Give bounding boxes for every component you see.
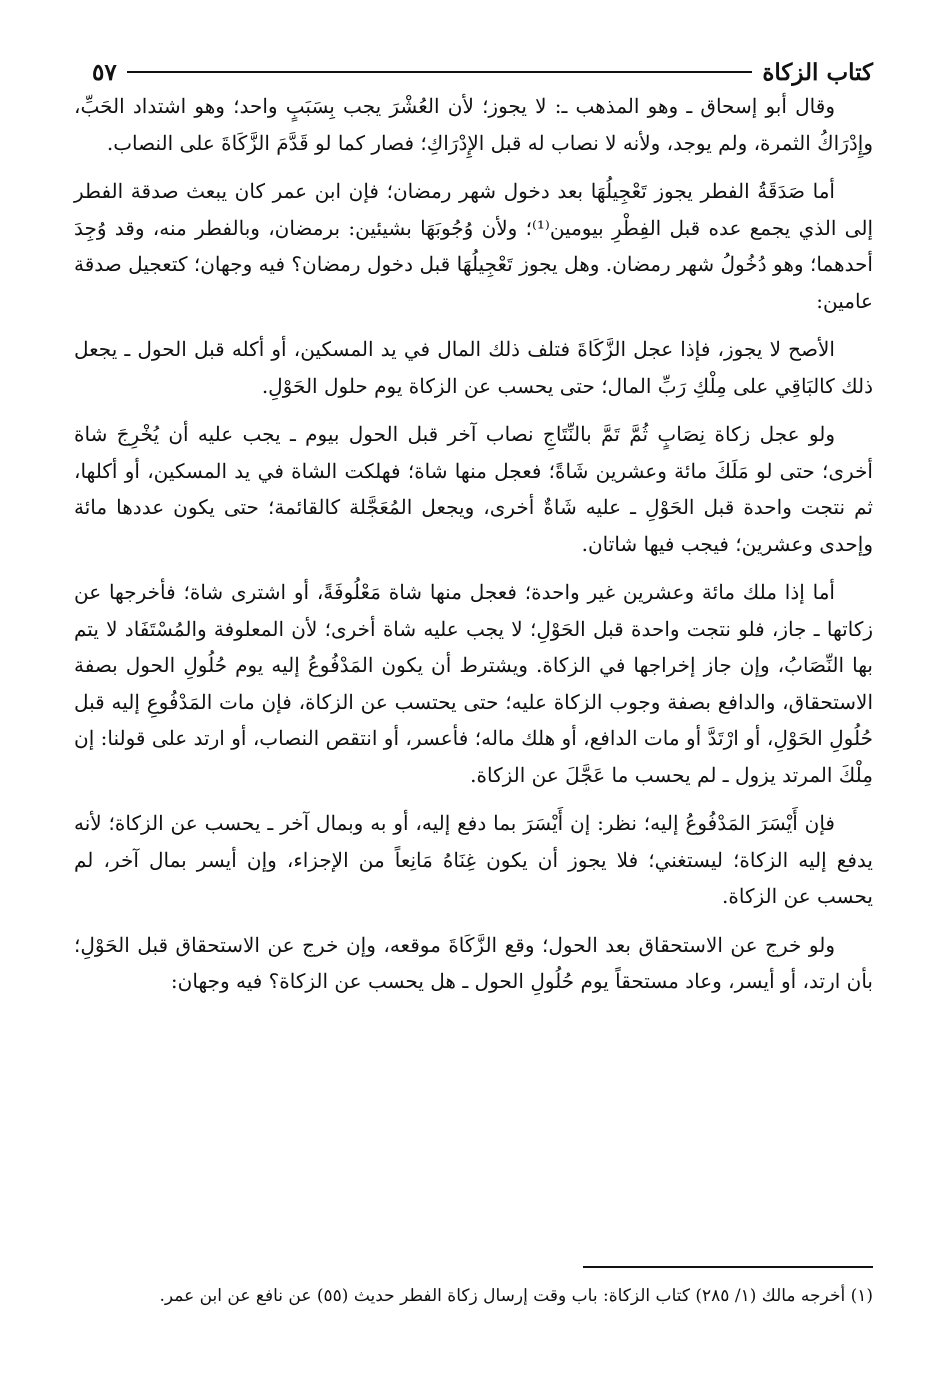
page-header <box>92 52 873 92</box>
footnote: (١) أخرجه مالك (١/ ٢٨٥) كتاب الزكاة: باب وقت إرسال زكاة الفطر حديث (٥٥) عن نافع عن ابن عمر. <box>159 1286 873 1306</box>
paragraph: وقال أبو إسحاق ـ وهو المذهب ـ: لا يجوز؛ لأن العُشْرَ يجب بِسَبَبٍ واحد؛ وهو اشتداد الحَبِّ، وإِدْرَاكُ الثمرة، ولم يوجد، ولأنه لا نصاب له قبل الإِدْرَاكِ؛ فصار كما لو قَدَّمَ الزَّكَاةَ على النصاب. <box>74 94 873 155</box>
header-rule <box>127 71 753 73</box>
running-title: كتاب الزكاة <box>762 58 873 86</box>
paragraph: ولو عجل زكاة نِصَابٍ ثُمَّ تَمَّ بالنِّتَاجِ نصاب آخر قبل الحول بيوم ـ يجب عليه أن يُخْرِجَ شاة أخرى؛ حتى لو مَلَكَ مائة وعشرين شَاةً؛ فعجل منها شاة؛ فهلكت الشاة في يد المسكين، أو أكلها، ثم نتجت واحدة قبل الحَوْلِ ـ عليه شَاةٌ أخرى، ويجعل المُعَجَّلة كالقائمة؛ حتى يكون عددها مائة وإحدى وعشرين؛ فيجب فيها شاتان. <box>74 422 873 556</box>
paragraph: الأصح لا يجوز، فإذا عجل الزَّكَاةَ فتلف ذلك المال في يد المسكين، أو أكله قبل الحول ـ يجعل ذلك كالبَاقِي على مِلْكِ رَبِّ المال؛ حتى يحسب عن الزكاة يوم حلول الحَوْلِ. <box>74 337 873 398</box>
paragraph: أما إذا ملك مائة وعشرين غير واحدة؛ فعجل منها شاة مَعْلُوفَةً، أو اشترى شاة؛ فأخرجها عن زكاتها ـ جاز، فلو نتجت واحدة قبل الحَوْلِ؛ لا يجب عليه شاة أخرى؛ لأن المعلوفة والمُسْتَفَاد لا يتم بها النِّصَابُ، وإن جاز إخراجها في الزكاة. ويشترط أن يكون المَدْفُوعُ إليه يوم حُلُولِ الحول بصفة الاستحقاق، والدافع بصفة وجوب الزكاة عليه؛ حتى يحتسب عن الزكاة، فإن مات المَدْفُوعِ إليه قبل حُلُولِ الحَوْلِ، أو ارْتَدَّ أو مات الدافع، أو هلك ماله؛ فأعسر، أو انتقص النصاب، أو ارتد على قولنا: إن مِلْكَ المرتد يزول ـ لم يحسب ما عَجَّلَ عن الزكاة. <box>74 580 874 787</box>
paragraph: أما صَدَقَةُ الفطر يجوز تَعْجِيلُهَا بعد دخول شهر رمضان؛ فإن ابن عمر كان يبعث صدقة الفطر إلى الذي يجمع عده قبل الفِطْرِ بيومين⁽¹⁾؛ ولأن وُجُوبَهَا بشيئين: برمضان، وبالفطر منه، وقد وُجِدَ أحدهما؛ وهو دُخُولُ شهر رمضان. وهل يجوز تَعْجِيلُهَا قبل دخول رمضان؟ فيه وجهان؛ كتعجيل صدقة عامين: <box>74 179 873 313</box>
main-text <box>74 88 873 1012</box>
paragraph: فإن أَيْسَرَ المَدْفُوعُ إليه؛ نظر: إن أَيْسَرَ بما دفع إليه، أو به وبمال آخر ـ يحسب عن الزكاة؛ لأنه يدفع إليه الزكاة؛ ليستغني؛ فلا يجوز أن يكون غِنَاهُ مَانِعاً من الإجزاء، وإن أيسر بمال آخر، لم يحسب عن الزكاة. <box>74 811 873 908</box>
page-number: ٥٧ <box>92 58 117 86</box>
paragraph: ولو خرج عن الاستحقاق بعد الحول؛ وقع الزَّكَاةَ موقعه، وإن خرج عن الاستحقاق قبل الحَوْلِ؛ بأن ارتد، أو أيسر، وعاد مستحقاً يوم حُلُولِ الحول ـ هل يحسب عن الزكاة؟ فيه وجهان: <box>74 932 873 993</box>
footnote-rule <box>583 1266 873 1268</box>
